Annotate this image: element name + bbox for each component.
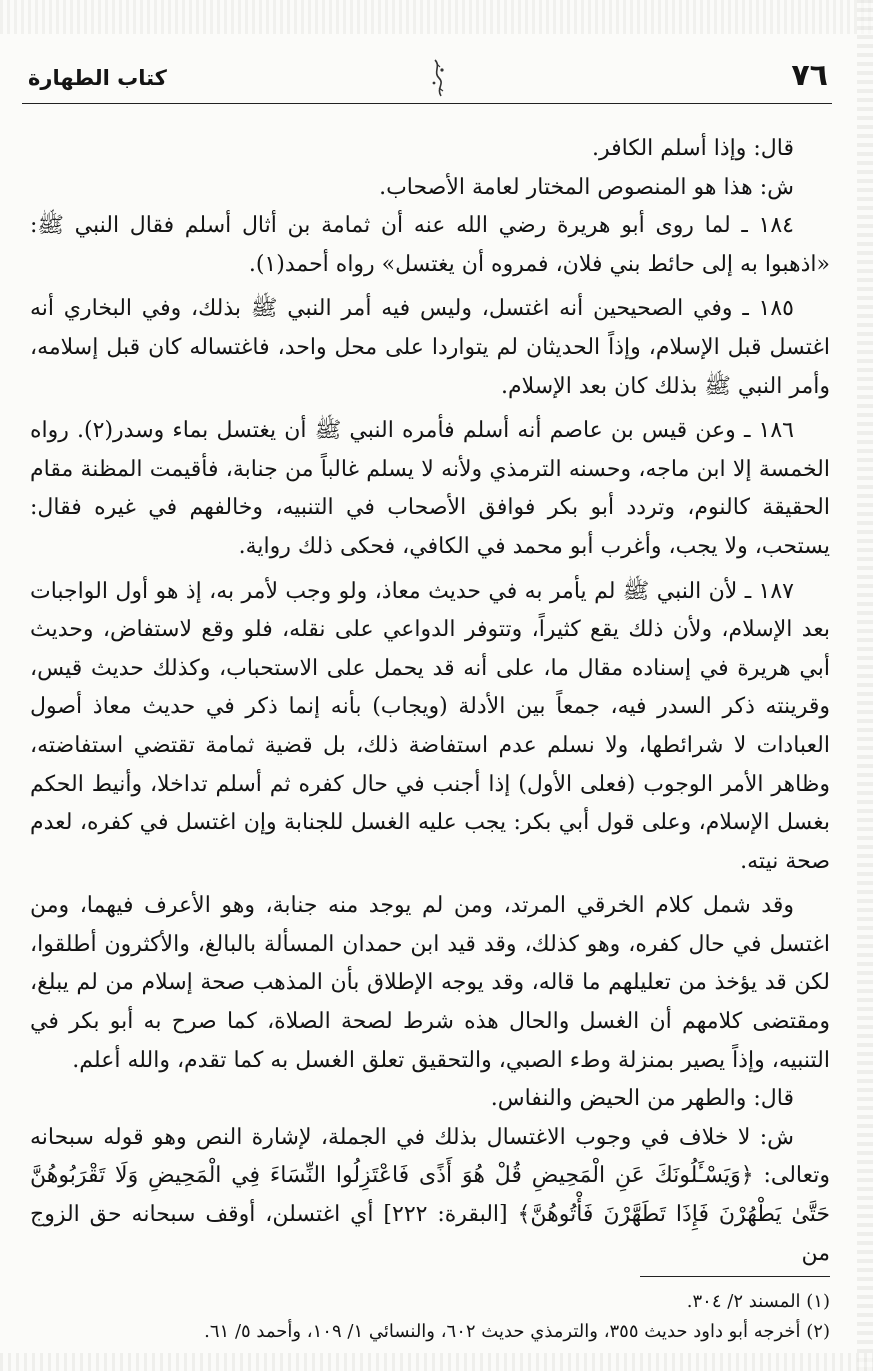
footnote: (١) المسند ٢/ ٣٠٤. [686, 1291, 830, 1312]
paragraph: ١٨٧ ـ لأن النبي ﷺ لم يأمر به في حديث معاذ، ولو وجب لأمر به، إذ هو أول الواجبات بعد الإسلام، ولأن ذلك يقع كثيراً، وتتوفر الدواعي على نقله، فلو وقع لاستفاض، وحديث أبي هريرة في إسناده مقال ما، على أنه قد يحمل على الاستحباب، وكذلك حديث قيس، وقرينته ذكر السدر فيه، جمعاً بين الأدلة (ويجاب) بأنه إنما ذكر في حديث معاذ أصول العبادات لا شرائطها، ولا نسلم عدم استفاضة ذلك، بل قضية ثمامة تقتضي استفاضته، وظاهر الأمر الوجوب (فعلى الأول) إذا أجنب في حال كفره ثم أسلم تداخلا، وأنيط الحكم بغسل الإسلام، وعلى قول أبي بكر: يجب عليه الغسل للجنابة وإن اغتسل في كفره، لعدم صحة نيته. [30, 578, 830, 874]
main-text [30, 130, 830, 1266]
paragraph: ١٨٥ ـ وفي الصحيحين أنه اغتسل، وليس فيه أمر النبي ﷺ بذلك، وفي البخاري أنه اغتسل قبل الإسلام، وإذاً الحديثان لم يتواردا على محل واحد، فاغتساله كان قبل إسلامه، وأمر النبي ﷺ بذلك كان بعد الإسلام. [30, 296, 830, 399]
paragraph: ش: لا خلاف في وجوب الاغتسال بذلك في الجملة، لإشارة النص وهو قوله سبحانه وتعالى: ﴿وَيَسْـَٔلُونَكَ عَنِ الْمَحِيضِ قُلْ هُوَ أَذًى فَاعْتَزِلُوا النِّسَاءَ فِي الْمَحِيضِ وَلَا تَقْرَبُوهُنَّ حَتَّىٰ يَطْهُرْنَ فَإِذَا تَطَهَّرْنَ فَأْتُوهُنَّ﴾ [البقرة: ٢٢٢] أي اغتسلن، أوقف سبحانه حق الزوج من [30, 1124, 830, 1266]
footnote-rule [640, 1276, 830, 1277]
scan-noise-right [857, 0, 873, 1371]
ornament-icon [427, 58, 449, 98]
scan-noise-top [0, 0, 873, 34]
footnotes [60, 1287, 830, 1347]
paragraph: ١٨٦ ـ وعن قيس بن عاصم أنه أسلم فأمره النبي ﷺ أن يغتسل بماء وسدر(٢). رواه الخمسة إلا ابن ماجه، وحسنه الترمذي ولأنه لا يسلم غالباً من جنابة، فأقيمت المظنة مقام الحقيقة كالنوم، وتردد أبو بكر فوافق الأصحاب في التنبيه، وخالفهم في غيره فقال: يستحب، ولا يجب، وأغرب أبو محمد في الكافي، فحكى ذلك رواية. [30, 418, 830, 559]
paragraph: ١٨٤ ـ لما روى أبو هريرة رضي الله عنه أن ثمامة بن أثال أسلم فقال النبي ﷺ: «اذهبوا به إلى حائط بني فلان، فمروه أن يغتسل» رواه أحمد(١). [30, 213, 830, 277]
paragraph: قال: والطهر من الحيض والنفاس. [490, 1086, 794, 1112]
paragraph: وقد شمل كلام الخرقي المرتد، ومن لم يوجد منه جنابة، وهو الأعرف فيهما، ومن اغتسل في حال كفره، وهو كذلك، وقد قيد ابن حمدان المسألة بالبالغ، والأكثرون أطلقوا، لكن قد يؤخذ من تعليلهم ما قاله، وقد يوجه الإطلاق بأن المذهب صحة إسلام من لم يبلغ، ومقتضى كلامهم أن الغسل والحال هذه شرط لصحة الصلاة، كما صرح به أبو بكر في التنبيه، وإذاً يصير بمنزلة وطء الصبي، والتحقيق تعلق الغسل به كما تقدم، والله أعلم. [30, 893, 830, 1073]
scan-noise-bottom [0, 1353, 873, 1371]
paragraph: ش: هذا هو المنصوص المختار لعامة الأصحاب. [379, 174, 794, 200]
header-rule [22, 103, 832, 104]
running-header [22, 58, 832, 104]
paragraph: قال: وإذا أسلم الكافر. [591, 136, 794, 161]
footnote: (٢) أخرجه أبو داود حديث ٣٥٥، والترمذي حديث ٦٠٢، والنسائي ١/ ١٠٩، وأحمد ٥/ ٦١. [204, 1321, 830, 1342]
page-number: ٧٦ [791, 58, 828, 93]
book-title: كتاب الطهارة [28, 66, 167, 90]
